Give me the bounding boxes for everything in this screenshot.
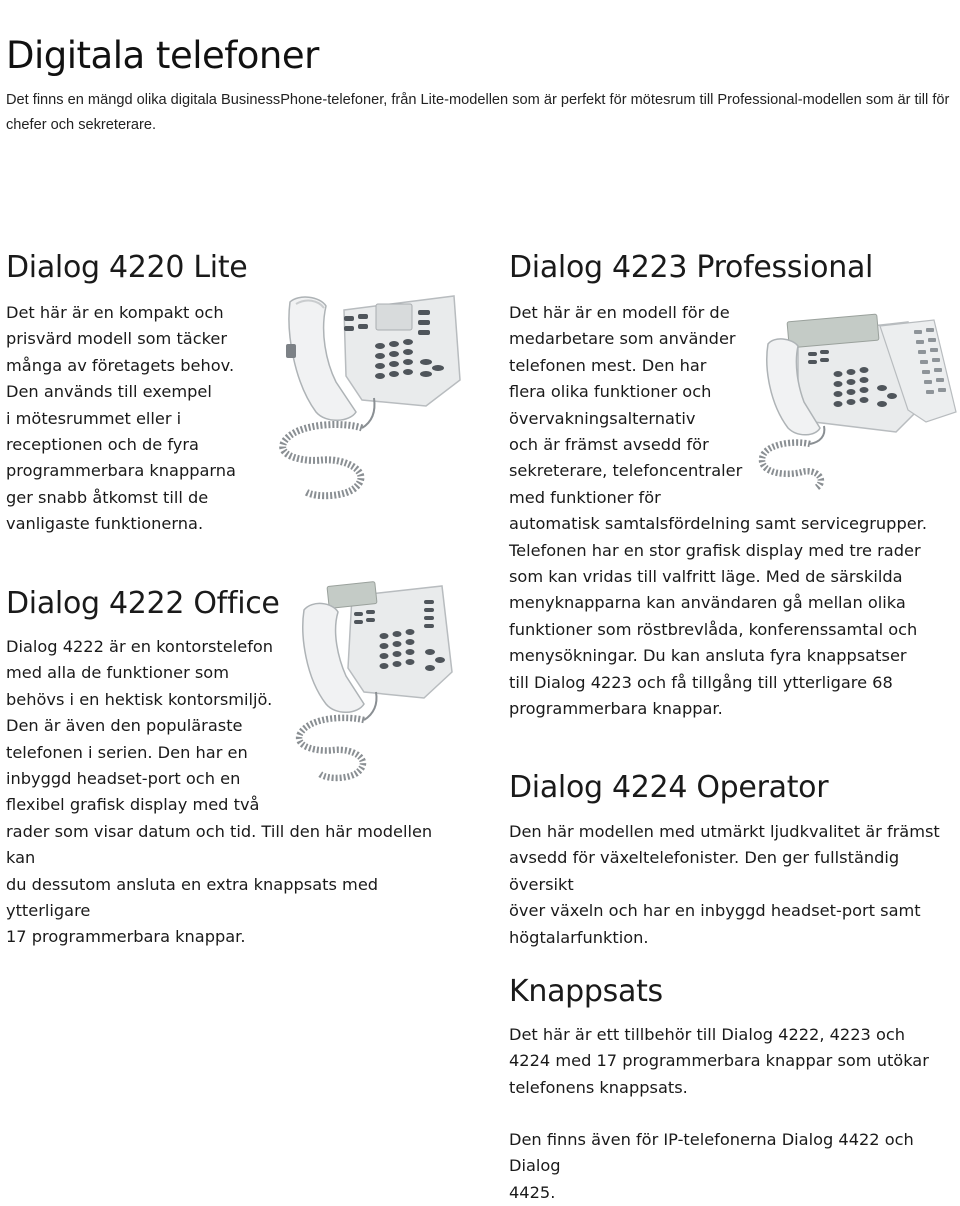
text-line: programmerbara knapparna xyxy=(6,461,236,481)
text-line: Den finns även för IP-telefonerna Dialog 4422 och Dialog xyxy=(509,1130,914,1176)
text-line: menysökningar. Du kan ansluta fyra knappsatser xyxy=(509,646,907,666)
heading-dialog-4223-professional: Dialog 4223 Professional xyxy=(509,250,874,285)
dialog-4223-phone-image xyxy=(758,304,960,494)
text-line: funktioner som röstbrevlåda, konferenssamtal och xyxy=(509,619,918,639)
text-line: flera olika funktioner och xyxy=(509,382,712,402)
text-line: avsedd för växeltelefonister. Den ger fullständig översikt xyxy=(509,848,900,894)
text-line: till Dialog 4223 och få tillgång till ytterligare 68 xyxy=(509,672,893,692)
heading-dialog-4224-operator: Dialog 4224 Operator xyxy=(509,770,829,805)
text-line: 17 programmerbara knappar. xyxy=(6,927,246,947)
text-line: Telefonen har en stor grafisk display med tre rader xyxy=(509,540,921,560)
text-dialog-4220-lite xyxy=(6,300,236,538)
text-line: du dessutom ansluta en extra knappsats med ytterligare xyxy=(6,874,379,921)
text-line: i mötesrummet eller i xyxy=(6,408,182,428)
text-line: Dialog 4222 är en kontorstelefon xyxy=(6,637,274,656)
text-line: ger snabb åtkomst till de xyxy=(6,487,209,507)
text-line: Det här är ett tillbehör till Dialog 4222, 4223 och xyxy=(509,1025,906,1044)
text-line: vanligaste funktionerna. xyxy=(6,514,204,534)
heading-dialog-4222-office: Dialog 4222 Office xyxy=(6,586,280,621)
text-line: receptionen och de fyra xyxy=(6,435,199,455)
dialog-4222-phone-image xyxy=(292,574,462,784)
text-line: programmerbara knappar. xyxy=(509,699,723,719)
intro-paragraph: Det finns en mängd olika digitala BusinessPhone-telefoner, från Lite-modellen som är perfekt för mötesrum till Professional-modellen som är till för chefer och sekreterare. xyxy=(6,92,950,133)
text-line: automatisk samtalsfördelning samt servicegrupper. xyxy=(509,514,927,534)
text-line: som kan vridas till valfritt läge. Med de särskilda xyxy=(509,567,903,587)
text-line: Det här är en modell för de xyxy=(509,303,730,322)
text-line: menyknapparna kan användaren gå mellan olika xyxy=(509,593,906,613)
text-line: flexibel grafisk display med två xyxy=(6,795,260,815)
text-line: medarbetare som använder xyxy=(509,329,736,349)
text-line: inbyggd headset-port och en xyxy=(6,769,241,789)
text-line: behövs i en hektisk kontorsmiljö. xyxy=(6,689,273,709)
text-line: Det här är en kompakt och xyxy=(6,303,224,322)
text-line: telefonen i serien. Den har en xyxy=(6,742,248,762)
text-line: över växeln och har en inbyggd headset-port samt xyxy=(509,901,921,921)
text-dialog-4224-operator xyxy=(509,819,959,951)
text-line: Den används till exempel xyxy=(6,382,212,402)
text-line: och är främst avsedd för xyxy=(509,435,709,455)
dialog-4220-phone-image xyxy=(276,272,466,502)
text-line: prisvärd modell som täcker xyxy=(6,329,228,349)
text-line: 4224 med 17 programmerbara knappar som utökar xyxy=(509,1051,929,1071)
heading-knappsats: Knappsats xyxy=(509,974,663,1009)
text-line: 4425. xyxy=(509,1182,556,1202)
text-line: övervakningsalternativ xyxy=(509,408,696,428)
text-line: Den här modellen med utmärkt ljudkvalitet är främst xyxy=(509,822,940,841)
text-line: rader som visar datum och tid. Till den här modellen kan xyxy=(6,821,433,868)
text-line: sekreterare, telefoncentraler xyxy=(509,461,743,481)
text-line: Den är även den populäraste xyxy=(6,716,243,736)
text-line: telefonens knappsats. xyxy=(509,1077,688,1097)
text-line: högtalarfunktion. xyxy=(509,927,649,947)
text-line: telefonen mest. Den har xyxy=(509,355,707,375)
heading-dialog-4220-lite: Dialog 4220 Lite xyxy=(6,250,248,285)
text-line: med alla de funktioner som xyxy=(6,663,229,683)
text-line: med funktioner för xyxy=(509,487,661,507)
text-knappsats xyxy=(509,1022,959,1101)
page-title: Digitala telefoner xyxy=(6,34,319,77)
text-line: många av företagets behov. xyxy=(6,355,235,375)
text-knappsats-ip xyxy=(509,1127,959,1206)
